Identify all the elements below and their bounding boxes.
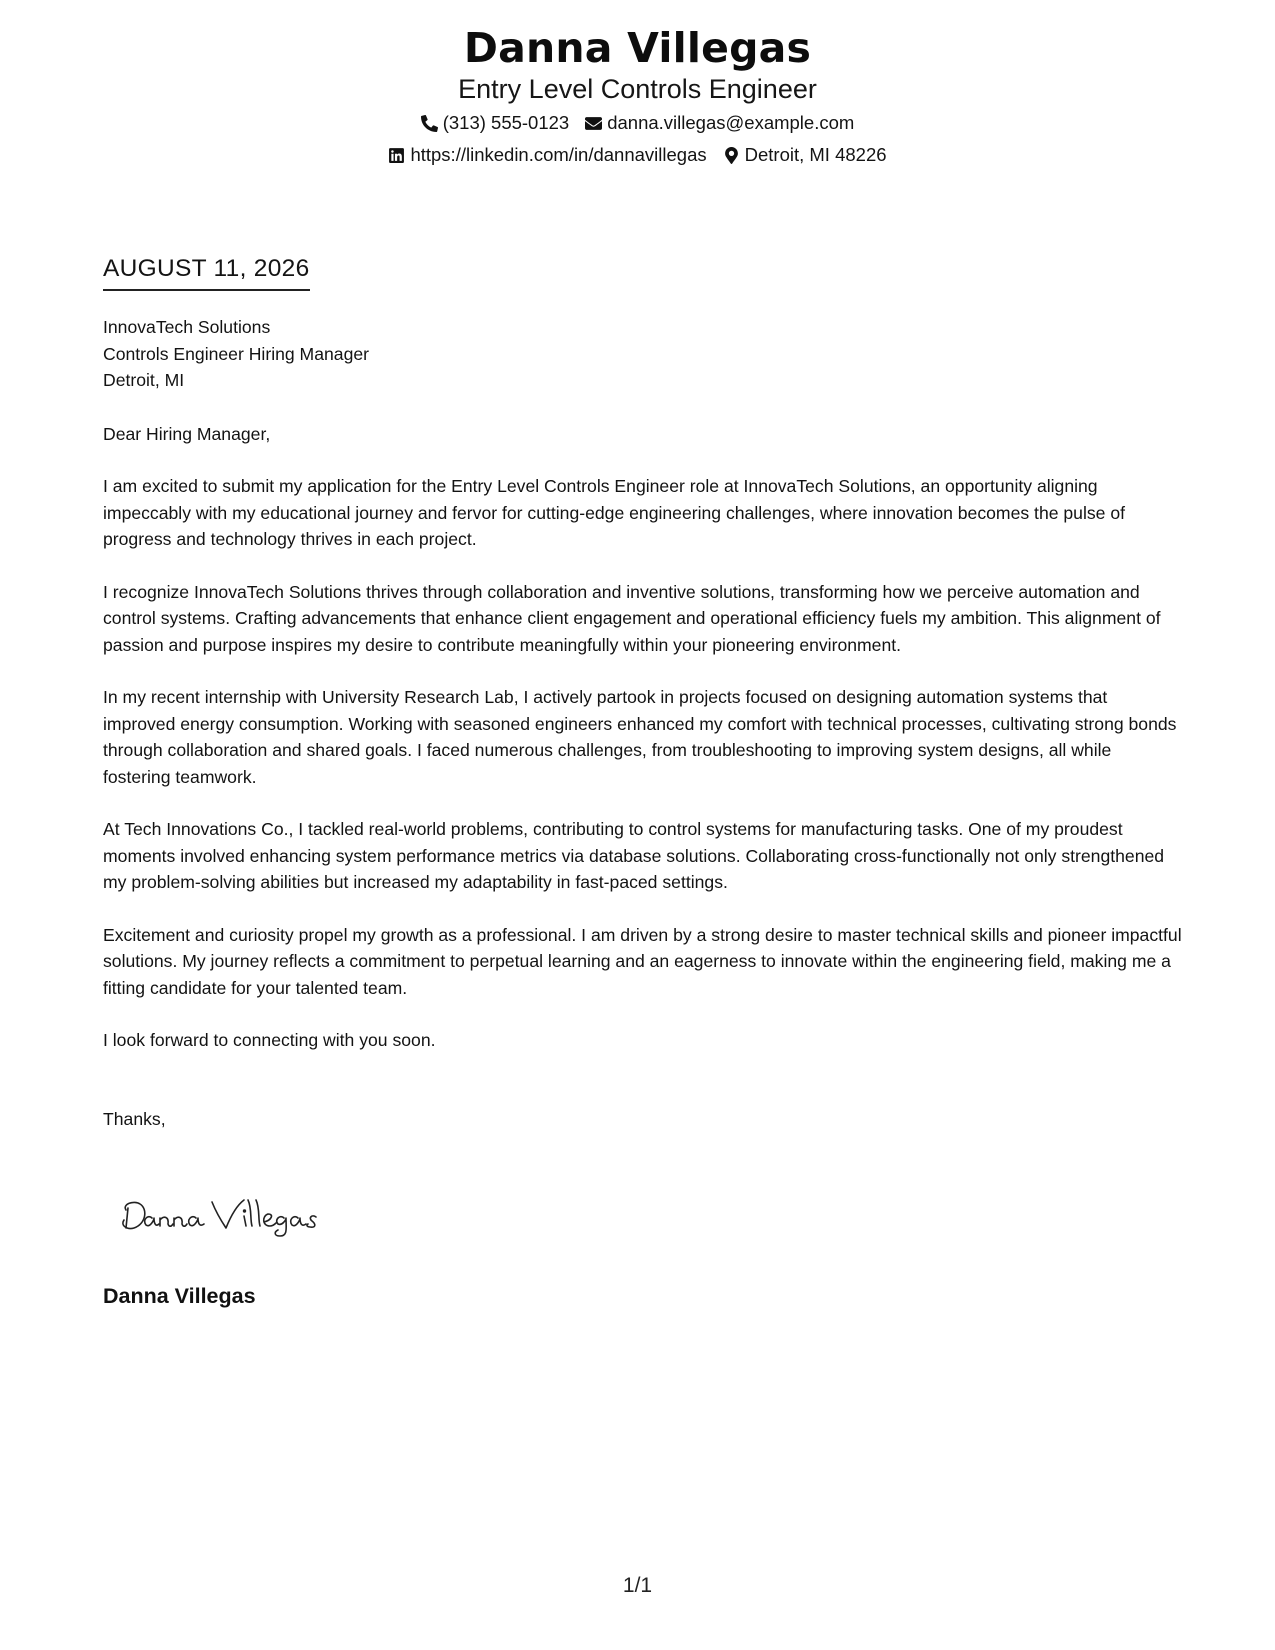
contact-row-2	[0, 142, 1275, 168]
paragraph: In my recent internship with University Research Lab, I actively partook in projects focused on designing automation systems that improved energy consumption. Working with seasoned engineers enhanced my comfort with technical processes, cultivating strong bonds through collaboration and shared goals. I faced numerous challenges, from troubleshooting to improving system designs, all while fostering teamwork.	[103, 687, 1177, 787]
contact-row-1	[0, 110, 1275, 136]
recipient-city: Detroit, MI	[103, 370, 185, 390]
phone-contact	[421, 110, 570, 136]
page-number: 1/1	[622, 1574, 653, 1597]
recipient-company: InnovaTech Solutions	[103, 317, 271, 337]
date-block	[103, 253, 310, 291]
map-marker-icon	[723, 147, 740, 164]
recipient-block	[103, 314, 1183, 394]
letter-date: AUGUST 11, 2026	[103, 253, 310, 291]
phone-number: (313) 555-0123	[442, 112, 570, 133]
linkedin-contact[interactable]	[388, 142, 706, 168]
phone-icon	[421, 115, 438, 132]
location-text: Detroit, MI 48226	[744, 144, 887, 165]
greeting: Dear Hiring Manager,	[103, 423, 271, 444]
email-address: danna.villegas@example.com	[607, 112, 855, 133]
letter-body	[103, 314, 1183, 1132]
applicant-name: Danna Villegas	[463, 24, 812, 72]
paragraph: At Tech Innovations Co., I tackled real-world problems, contributing to control systems for manufacturing tasks. One of my proudest moments involved enhancing system performance metrics via database solutions. Collaborating cross-functionally not only strengthened my problem-solving abilities but increased my adaptability in fast-paced settings.	[103, 819, 1165, 892]
envelope-icon	[585, 115, 602, 132]
paragraph: I am excited to submit my application for the Entry Level Controls Engineer role at InnovaTech Solutions, an opportunity aligning impeccably with my educational journey and fervor for cutting-edge engineering challenges, where innovation becomes the pulse of progress and technology thrives in each project.	[103, 476, 1126, 549]
location-contact	[723, 142, 887, 168]
email-contact[interactable]	[585, 110, 854, 136]
signoff: Thanks,	[103, 1108, 166, 1129]
letter-header	[0, 22, 1275, 168]
linkedin-url: https://linkedin.com/in/dannavillegas	[410, 144, 707, 165]
recipient-role: Controls Engineer Hiring Manager	[103, 343, 369, 364]
applicant-title: Entry Level Controls Engineer	[458, 74, 817, 104]
signed-name: Danna Villegas	[103, 1284, 256, 1308]
paragraph: Excitement and curiosity propel my growth as a professional. I am driven by a strong desire to master technical skills and pioneer impactful solutions. My journey reflects a commitment to perpetual learning and an eagerness to innovate within the engineering field, making me a fitting candidate for your talented team.	[103, 924, 1182, 998]
closing-line: I look forward to connecting with you soon.	[103, 1030, 436, 1050]
handwritten-signature	[112, 1190, 352, 1240]
paragraph: I recognize InnovaTech Solutions thrives through collaboration and inventive solutions, transforming how we perceive automation and control systems. Crafting advancements that enhance client engagement and operational efficiency fuels my ambition. This alignment of passion and purpose inspires my desire to contribute meaningfully within your pioneering environment.	[103, 581, 1161, 655]
linkedin-icon	[388, 147, 405, 164]
